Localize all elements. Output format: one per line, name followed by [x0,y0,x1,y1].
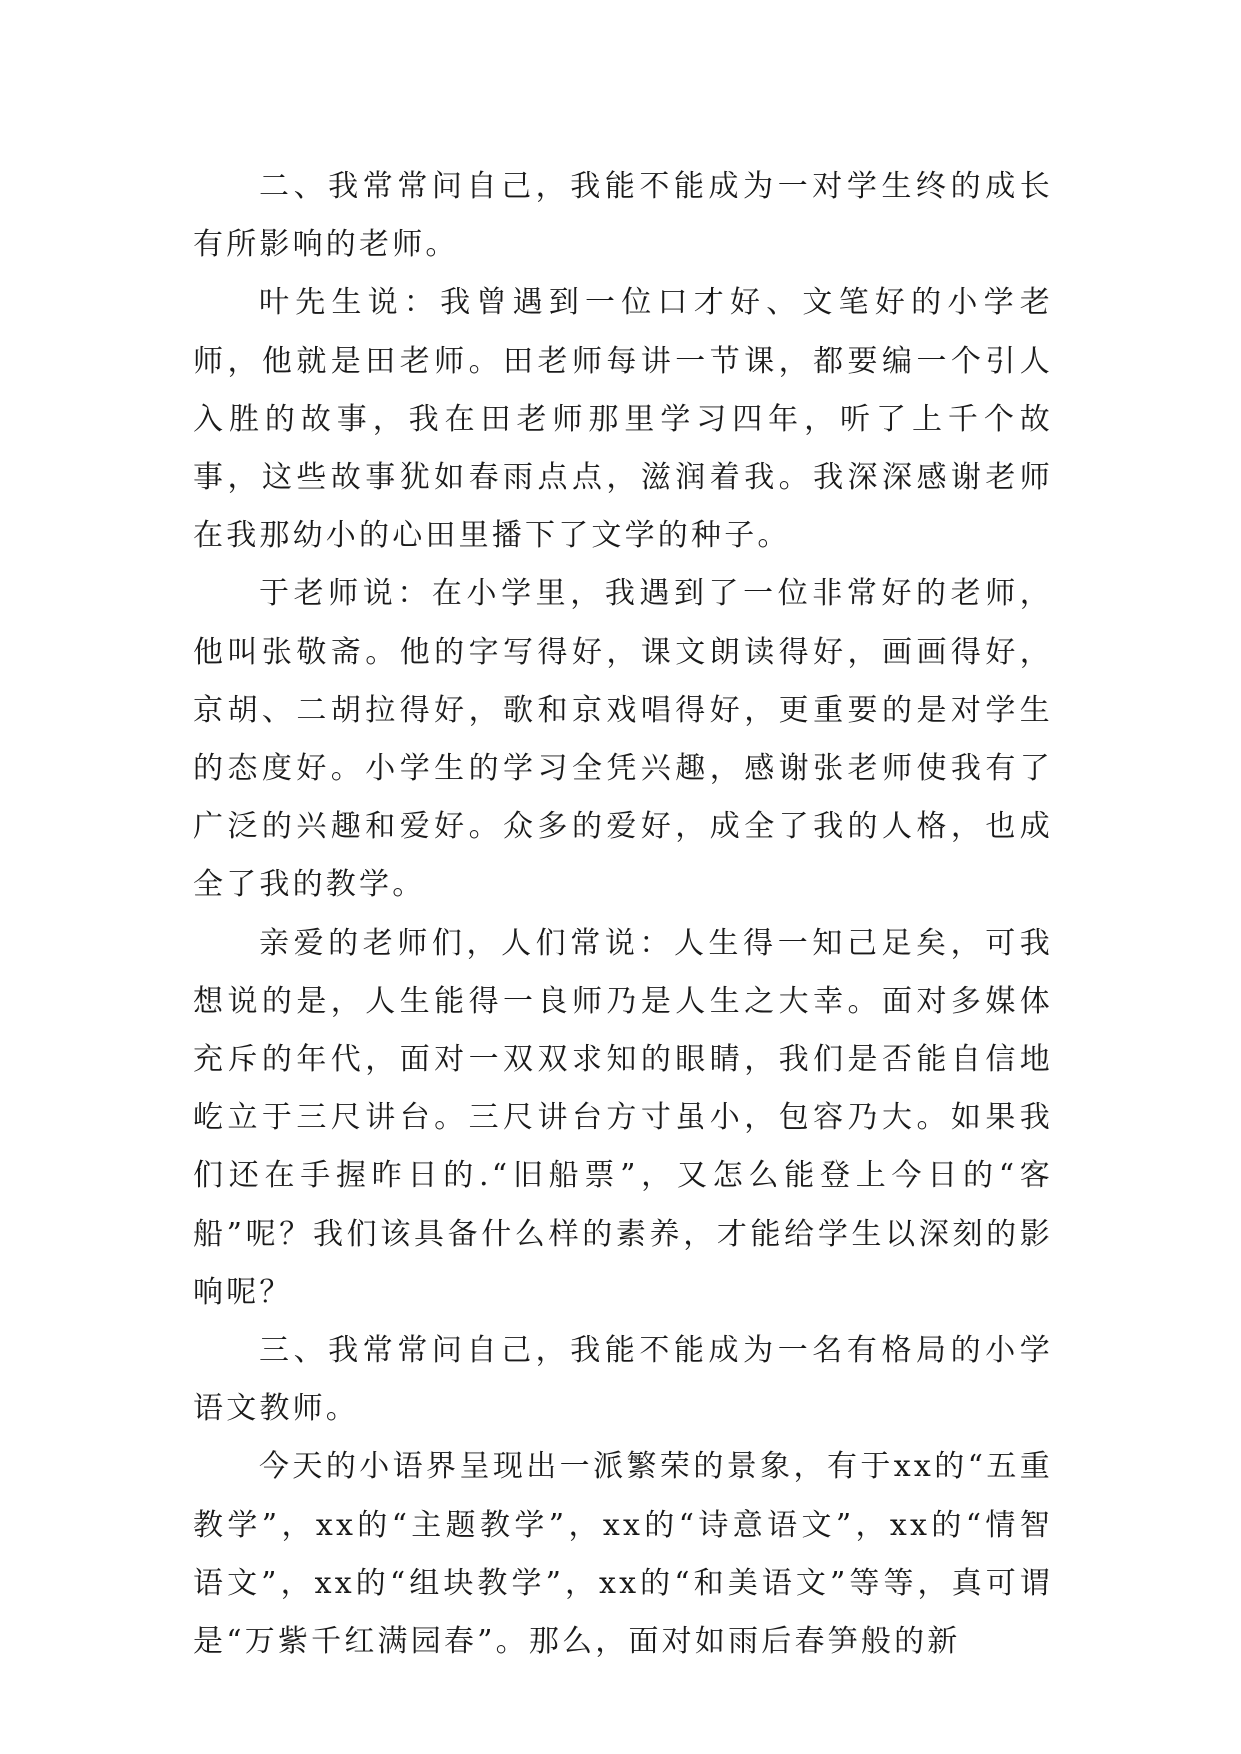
paragraph-5: 三、我常常问自己，我能不能成为一名有格局的小学语文教师。 [193,1333,1053,1427]
paragraph-4: 亲爱的老师们，人们常说：人生得一知己足矣，可我想说的是，人生能得一良师乃是人生之大幸。面对多媒体充斥的年代，面对一双双求知的眼睛，我们是否能自信地屹立于三尺讲台。三尺讲台方寸虽小，包容乃大。如果我们还在手握昨日的.“旧船票”，又怎么能登上今日的“客船”呢？我们该具备什么样的素养，才能给学生以深刻的影响呢？ [193,925,1053,1310]
paragraph-1: 二、我常常问自己，我能不能成为一对学生终的成长有所影响的老师。 [193,169,1053,263]
paragraph-6: 今天的小语界呈现出一派繁荣的景象，有于xx的“五重教学”，xx的“主题教学”，xx的“诗意语文”，xx的“情智语文”，xx的“组块教学”，xx的“和美语文”等等，真可谓是“万紫千红满园春”。那么，面对如雨后春笋般的新 [193,1449,1053,1660]
document-body [193,158,1053,1671]
paragraph-2: 叶先生说：我曾遇到一位口才好、文笔好的小学老师，他就是田老师。田老师每讲一节课，都要编一个引人入胜的故事，我在田老师那里学习四年，听了上千个故事，这些故事犹如春雨点点，滋润着我。我深深感谢老师在我那幼小的心田里播下了文学的种子。 [193,285,1053,554]
paragraph-3: 于老师说：在小学里，我遇到了一位非常好的老师，他叫张敬斋。他的字写得好，课文朗读得好，画画得好，京胡、二胡拉得好，歌和京戏唱得好，更重要的是对学生的态度好。小学生的学习全凭兴趣，感谢张老师使我有了广泛的兴趣和爱好。众多的爱好，成全了我的人格，也成全了我的教学。 [193,576,1053,903]
